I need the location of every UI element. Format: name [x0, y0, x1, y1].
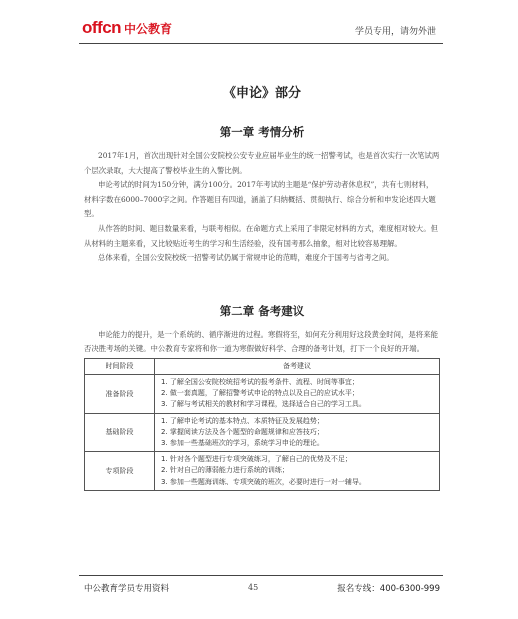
main-content	[84, 84, 440, 491]
chapter-2-paragraph: 申论能力的提升，是一个系统的、循序渐进的过程。寒假将至，如何充分利用好这段黄金时间，是将来能否决胜考场的关键。中公教育专家将和你一道为寒假做好科学、合理的备考计划，打下一个良好的开端。	[84, 329, 438, 354]
advice-cell	[155, 413, 440, 452]
table-row	[85, 374, 440, 413]
page-number: 45	[248, 583, 259, 592]
footer-left-text: 中公教育学员专用资料	[84, 584, 170, 594]
advice-item: 1. 了解申论考试的基本特点、本质特征及发展趋势；	[161, 416, 324, 425]
advice-item: 3. 参加一些基础班次的学习，系统学习申论的理论。	[161, 438, 324, 447]
footer-hotline: 报名专线：400-6300-999	[337, 584, 440, 594]
chapter-2-title: 第二章 备考建议	[219, 303, 305, 318]
table-row	[85, 452, 440, 491]
advice-item: 3. 了解与考试相关的教材和学习课程，选择适合自己的学习工具。	[161, 400, 366, 409]
logo-chinese: 中公教育	[124, 21, 173, 36]
logo-english: offcn	[82, 18, 122, 37]
stage-cell: 基础阶段	[85, 413, 155, 452]
column-header-stage: 时间阶段	[85, 358, 155, 374]
study-plan-table	[84, 358, 440, 491]
chapter-1-paragraph: 2017年1月，首次出现针对全国公安院校公安专业应届毕业生的统一招警考试，也是首次实行一次笔试两个层次录取，大大提高了警校毕业生的入警比例。	[84, 151, 440, 175]
table-row	[85, 413, 440, 452]
chapter-1-paragraph: 总体来看，全国公安院校统一招警考试仍属于常规申论的范畴，难度介于国考与省考之间。	[98, 253, 394, 263]
offcn-logo	[82, 18, 172, 38]
page-header	[0, 0, 518, 44]
chapter-1-paragraph: 申论考试的时间为150分钟，满分100分。2017年考试的主题是“保护劳动者休息权”，共有七则材料，材料字数在6000–7000字之间。作答题目有四道，涵盖了归纳概括、贯彻执行、综合分析和申发论述四大题型。	[84, 180, 436, 219]
footer-divider	[79, 575, 443, 576]
header-notice: 学员专用，请勿外泄	[354, 27, 436, 37]
advice-item: 1. 针对各个题型进行专项突破练习，了解自己的优势及不足；	[161, 455, 352, 464]
advice-cell	[155, 452, 440, 491]
advice-item: 2. 掌握阅读方法及各个题型的命题规律和应答技巧；	[161, 427, 324, 436]
table-header-row	[85, 358, 440, 374]
header-divider	[79, 43, 443, 44]
advice-cell	[155, 374, 440, 413]
advice-item: 2. 针对自己的薄弱能力进行系统的训练；	[161, 466, 289, 475]
part-title: 《申论》部分	[222, 86, 301, 101]
advice-item: 2. 做一套真题，了解招警考试申论的特点以及自己的应试水平；	[161, 389, 359, 398]
chapter-1-title: 第一章 考情分析	[219, 125, 305, 139]
advice-item: 3. 参加一些题海训练、专项突破的班次，必要时进行一对一辅导。	[161, 477, 366, 486]
stage-cell: 准备阶段	[85, 374, 155, 413]
advice-item: 1. 了解全国公安院校统招考试的报考条件、流程、时间等事宜；	[161, 377, 359, 386]
column-header-advice: 备考建议	[155, 358, 440, 374]
chapter-1-paragraph: 从作答的时间、题目数量来看，与联考相似。在命题方式上采用了非限定材料的方式，难度相对较大。但从材料的主题来看，又比较贴近考生的学习和生活经验，没有国考那么抽象，相对比较容易理解。	[84, 223, 438, 248]
stage-cell: 专项阶段	[85, 452, 155, 491]
